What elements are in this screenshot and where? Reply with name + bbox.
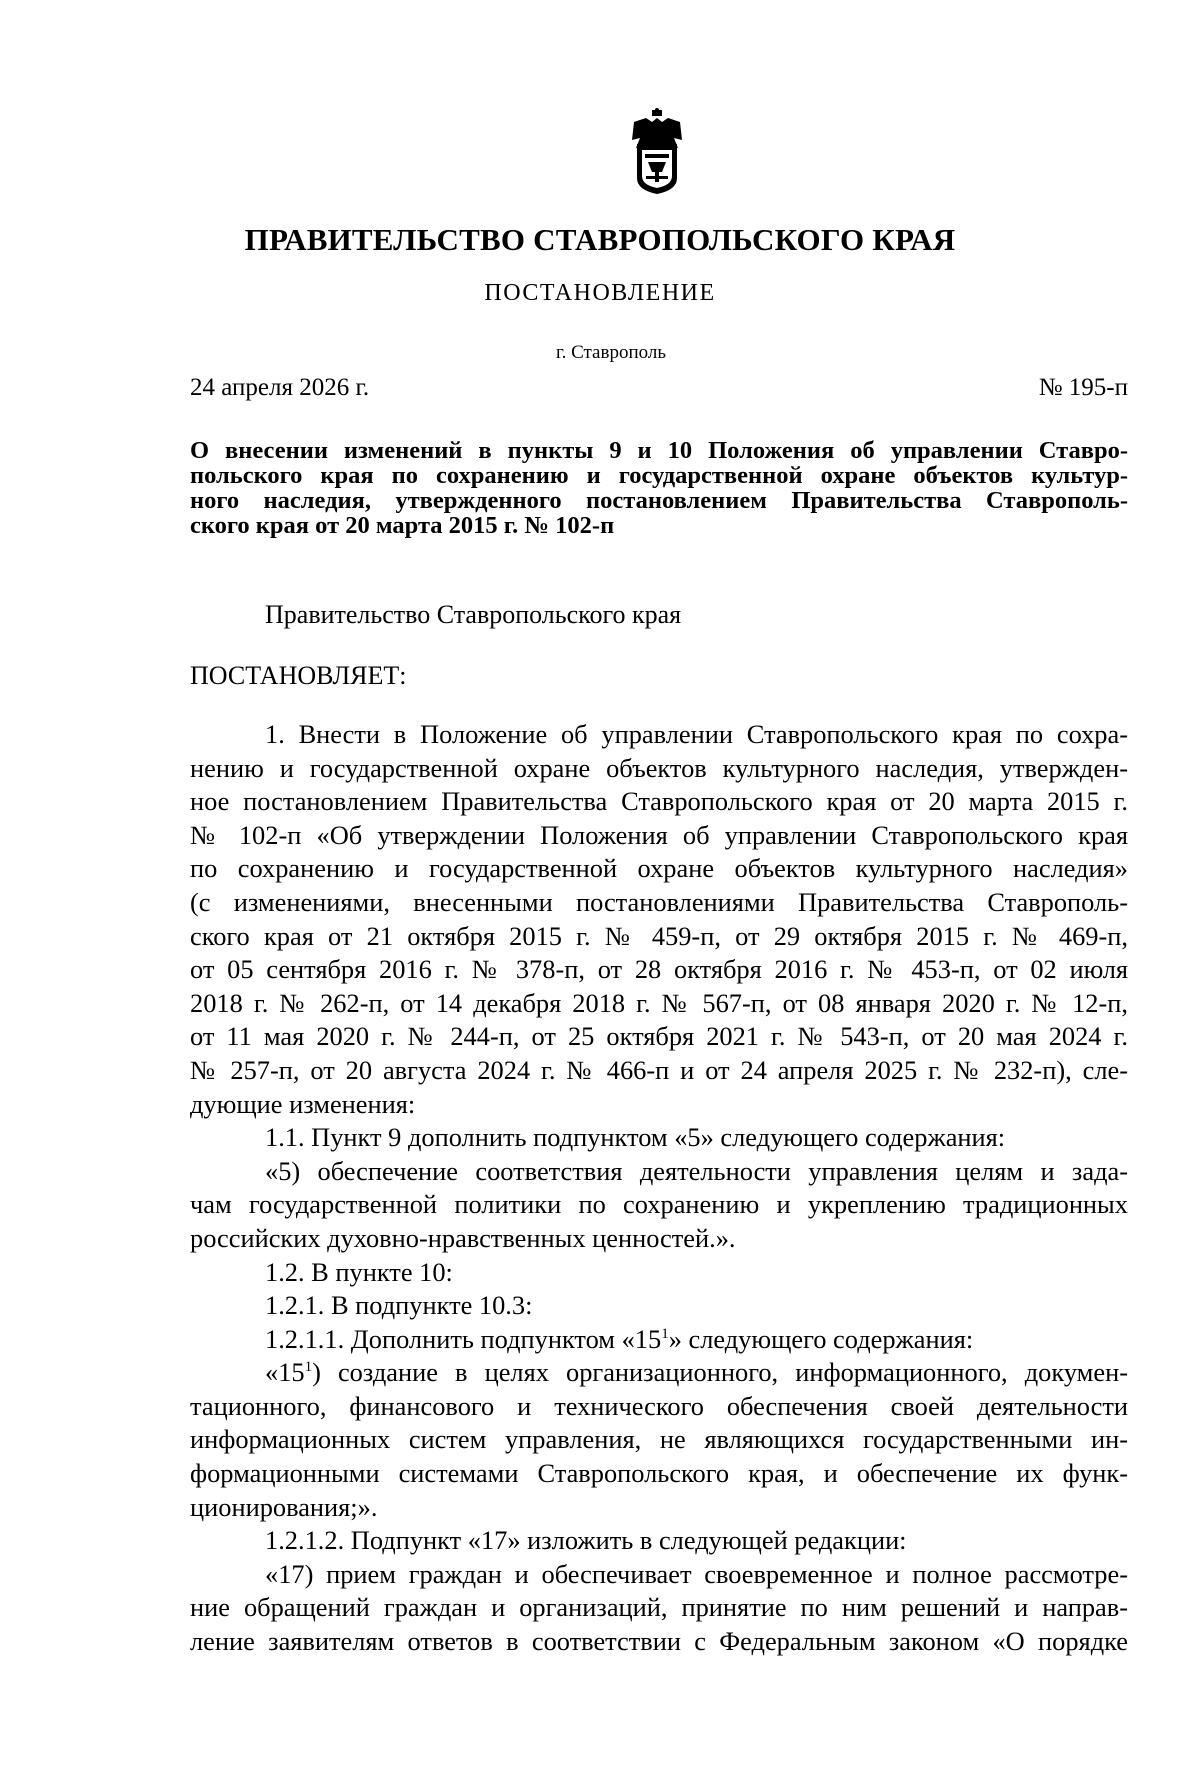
subject-line: польского края по сохранению и государственной охране объектов культур-: [190, 462, 1128, 489]
subject-line: ского края от 20 марта 2015 г. № 102-п: [190, 512, 615, 539]
superscript: 1: [304, 1359, 313, 1376]
document-type: ПОСТАНОВЛЕНИЕ: [484, 280, 716, 306]
body-text: «15: [265, 1357, 305, 1388]
body-line: № 102-п «Об утверждении Положения об управлении Ставропольского края: [190, 819, 1128, 850]
body-line: ского края от 21 октября 2015 г. № 459-п, от 29 октября 2015 г. № 469-п,: [190, 920, 1128, 951]
body-text: ) создание в целях организационного, информационного, докумен-: [312, 1357, 1128, 1388]
body-line: чам государственной политики по сохранению и укреплению традиционных: [190, 1189, 1128, 1220]
document-body: [190, 718, 1128, 1659]
body-line: ление заявителям ответов в соответствии с Федеральным законом «О порядке: [190, 1626, 1128, 1657]
superscript: 1: [661, 1325, 669, 1342]
body-line: 1.2.1. В подпункте 10.3:: [265, 1290, 533, 1321]
subject-line: ного наследия, утвержденного постановлением Правительства Ставрополь-: [190, 487, 1128, 514]
body-text: 1.2.1.1. Дополнить подпунктом «15: [265, 1323, 662, 1354]
document-date: 24 апреля 2026 г.: [190, 374, 370, 401]
body-line: формационными системами Ставропольского края, и обеспечение их функ-: [190, 1458, 1128, 1489]
city: г. Ставрополь: [555, 342, 667, 363]
government-title: ПРАВИТЕЛЬСТВО СТАВРОПОЛЬСКОГО КРАЯ: [244, 222, 956, 257]
body-line: ное постановлением Правительства Ставропольского края от 20 марта 2015 г.: [190, 786, 1128, 817]
preamble-resolves: ПОСТАНОВЛЯЕТ:: [190, 661, 407, 690]
body-line: 2018 г. № 262-п, от 14 декабря 2018 г. № 567-п, от 08 января 2020 г. № 12-п,: [190, 987, 1128, 1018]
body-line: 1.2.1.2. Подпункт «17» изложить в следующей редакции:: [265, 1525, 907, 1556]
body-line: № 257-п, от 20 августа 2024 г. № 466-п и от 24 апреля 2025 г. № 232-п), сле-: [190, 1054, 1128, 1085]
body-line: [190, 1323, 1128, 1357]
body-line: ние обращений граждан и организаций, принятие по ним решений и направ-: [190, 1592, 1128, 1623]
coat-of-arms-icon: [628, 108, 686, 196]
body-line: нению и государственной охране объектов культурного наследия, утвержден-: [190, 752, 1128, 783]
body-line: «5) обеспечение соответствия деятельности управления целям и зада-: [265, 1155, 1128, 1186]
body-line: (с изменениями, внесенными постановлениями Правительства Ставрополь-: [190, 886, 1128, 917]
preamble-government: Правительство Ставропольского края: [265, 600, 682, 629]
body-line: дующие изменения:: [190, 1088, 416, 1119]
body-line: по сохранению и государственной охране объектов культурного наследия»: [190, 853, 1128, 884]
body-line: «17) прием граждан и обеспечивает своевременное и полное рассмотре-: [265, 1558, 1128, 1589]
body-line: от 05 сентября 2016 г. № 378-п, от 28 октября 2016 г. № 453-п, от 02 июля: [190, 954, 1128, 985]
body-line: российских духовно-нравственных ценностей.».: [190, 1222, 736, 1253]
subject-line: О внесении изменений в пункты 9 и 10 Положения об управлении Ставро-: [190, 437, 1128, 464]
document-subject: [190, 438, 1128, 538]
body-line: [190, 1356, 1128, 1390]
body-text: » следующего содержания:: [668, 1323, 974, 1354]
document-number: № 195-п: [1038, 374, 1128, 401]
body-line: тационного, финансового и технического обеспечения своей деятельности: [190, 1390, 1128, 1421]
body-line: 1. Внести в Положение об управлении Ставропольского края по сохра-: [265, 719, 1128, 749]
body-line: информационных систем управления, не являющихся государственными ин-: [190, 1424, 1128, 1455]
body-line: от 11 мая 2020 г. № 244-п, от 25 октября 2021 г. № 543-п, от 20 мая 2024 г.: [190, 1021, 1128, 1052]
body-line: 1.1. Пункт 9 дополнить подпунктом «5» следующего содержания:: [265, 1122, 1006, 1153]
body-line: ционирования;».: [190, 1491, 378, 1522]
body-line: 1.2. В пункте 10:: [265, 1256, 453, 1287]
